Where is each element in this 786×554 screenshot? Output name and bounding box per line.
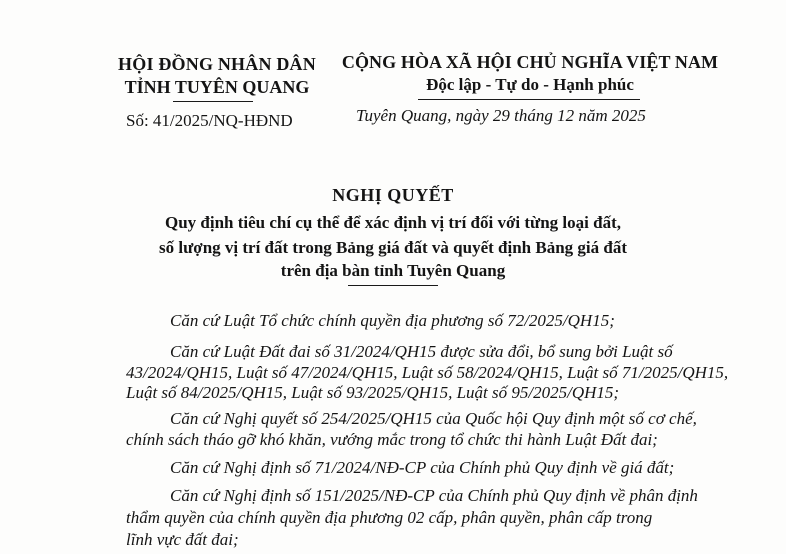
legal-basis-2-line2: 43/2024/QH15, Luật số 47/2024/QH15, Luật số 58/2024/QH15, Luật số 71/2025/QH15, — [126, 363, 729, 382]
legal-basis-3-line1: Căn cứ Nghị quyết số 254/2025/QH15 của Quốc hội Quy định một số cơ chế, — [170, 409, 697, 428]
legal-basis-2-line1: Căn cứ Luật Đất đai số 31/2024/QH15 được sửa đổi, bổ sung bởi Luật số — [170, 342, 673, 361]
national-motto: Độc lập - Tự do - Hạnh phúc — [426, 75, 634, 94]
motto-underline — [418, 99, 640, 100]
agency-underline — [173, 101, 253, 102]
national-title: CỘNG HÒA XÃ HỘI CHỦ NGHĨA VIỆT NAM — [341, 52, 719, 72]
issuing-agency-line2: TỈNH TUYÊN QUANG — [124, 77, 310, 97]
legal-basis-2-line3: Luật số 84/2025/QH15, Luật số 93/2025/QH15, Luật số 95/2025/QH15; — [126, 383, 620, 402]
subject-line-3: trên địa bàn tỉnh Tuyên Quang — [280, 261, 506, 280]
document-type-title: NGHỊ QUYẾT — [332, 185, 454, 205]
subject-line-2: số lượng vị trí đất trong Bảng giá đất và quyết định Bảng giá đất — [159, 238, 627, 257]
document-number: Số: 41/2025/NQ-HĐND — [126, 111, 293, 130]
subject-line-1: Quy định tiêu chí cụ thể để xác định vị trí đối với từng loại đất, — [164, 213, 621, 232]
issuing-agency-line1: HỘI ĐỒNG NHÂN DÂN — [118, 54, 316, 74]
legal-basis-1: Căn cứ Luật Tổ chức chính quyền địa phương số 72/2025/QH15; — [170, 311, 615, 330]
legal-basis-5-line3: lĩnh vực đất đai; — [126, 530, 239, 549]
place-and-date: Tuyên Quang, ngày 29 tháng 12 năm 2025 — [356, 106, 646, 125]
legal-basis-5-line2: thẩm quyền của chính quyền địa phương 02 cấp, phân quyền, phân cấp trong — [126, 508, 653, 527]
title-underline — [348, 285, 438, 286]
legal-basis-5-line1: Căn cứ Nghị định số 151/2025/NĐ-CP của Chính phủ Quy định về phân định — [170, 486, 698, 505]
legal-basis-3-line2: chính sách tháo gỡ khó khăn, vướng mắc trong tổ chức thi hành Luật Đất đai; — [126, 430, 658, 449]
legal-basis-4: Căn cứ Nghị định số 71/2024/NĐ-CP của Chính phủ Quy định về giá đất; — [170, 458, 675, 477]
